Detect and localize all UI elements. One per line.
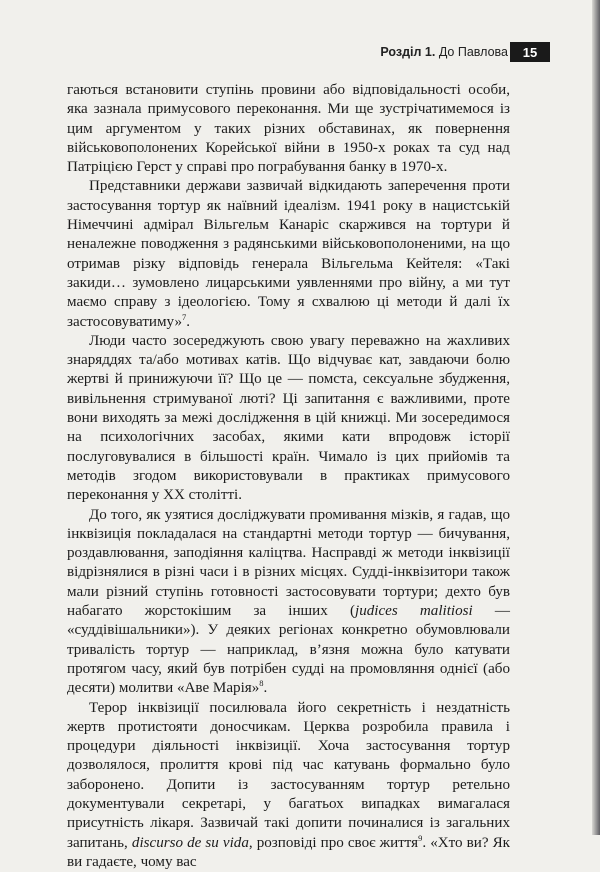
chapter-title: До Павлова — [439, 45, 508, 59]
text-run: . «Хто ви? Як ви гадаєте, чому вас — [67, 835, 510, 870]
text-run: , розповіді про своє життя — [249, 835, 418, 851]
page-number: 15 — [510, 42, 550, 62]
page-edge-shadow — [592, 0, 600, 835]
footnote-ref: 7 — [182, 312, 186, 322]
chapter-label: Розділ 1. — [380, 45, 435, 59]
body-text — [67, 81, 510, 872]
footnote-ref: 8 — [259, 678, 263, 688]
running-header — [380, 45, 508, 59]
footnote-ref: 9 — [418, 833, 422, 843]
paragraph — [67, 81, 510, 177]
text-run: Представники держави зазвичай відкидають заперечення проти застосування тортур як наївний ідеалізм. 1941 року в нацистській Німеччині адмірал Вільгельм Канаріс скаржився на тортури й неналежне поводження з радянськими військовополоненими, на що отримав різку відповідь генерала Вільгельма Кейтеля: «Такі закиди… зумовлено лицарськими уявленнями про війну, а ми тут маємо справу з ідеологією. Тому я схвалюю ці методи й далі їх застосовуватиму» — [67, 178, 510, 329]
paragraph — [67, 506, 510, 699]
text-run: — «суддівішальники»). У деяких регіонах конкретно обумовлювали тривалість тортур — наприклад, в’язня можна було катувати протягом часу, який був потрібен судді на промовляння однієї (або десяти) молитви «Аве Марія» — [67, 603, 510, 696]
text-run: Терор інквізиції посилювала його секретність і нездатність жертв протистояти доносчикам. Церква розробила правила і процедури діяльності інквізиції. Хоча застосування тортур дозволялося, пролиття крові під час катувань формально було заборонено. Допити із застосуванням тортур ретельно документували секретарі, у багатьох випадках вимагалася присутність лікаря. Зазвичай такі допити починалися із загальних запитань, — [67, 700, 510, 851]
paragraph — [67, 332, 510, 506]
text-run: Люди часто зосереджують свою увагу переважно на жахливих знаряддях та/або мотивах катів. Що відчуває кат, завдаючи болю жертві й принижуючи її? Що це — помста, сексуальне збудження, вивільнення стримуваної люті? Ці запитання є важливими, проте вони виходять за межі дослідження в цій книжці. Ми зосередимося на психологічних засобах, якими кати впродовж історії послуговувалися в більшості країн. Чимало із цих прийомів та методів згодом використовували в практиках примусового переконання у XX столітті. — [67, 333, 510, 503]
text-run: . — [264, 680, 268, 696]
paragraph — [67, 177, 510, 331]
italic-term: discurso de su vida — [132, 835, 249, 851]
text-run: гаються встановити ступінь провини або відповідальності особи, яка зазнала примусового переконання. Ми ще зустрічатимемося із цим аргументом у таких різних обставинах, як повернення військовополонених Корейської війни в 1950-х роках та суд над Патріцією Герст у справі про пограбування банку в 1970-х. — [67, 82, 510, 175]
text-run: . — [186, 314, 190, 330]
italic-term: judices malitiosi — [355, 603, 473, 619]
text-run: До того, як узятися досліджувати промивання мізків, я гадав, що інквізиція покладалася на стандартні методи тортур — бичування, роздавлювання, заподіяння каліцтва. Насправді ж методи інквізиції відрізнялися в різні часи і в різних місцях. Судді-інквізитори також мали різний ступінь готовності застосовувати тортури; дехто був набагато жорстокішим за інших ( — [67, 507, 510, 619]
paragraph — [67, 699, 510, 872]
